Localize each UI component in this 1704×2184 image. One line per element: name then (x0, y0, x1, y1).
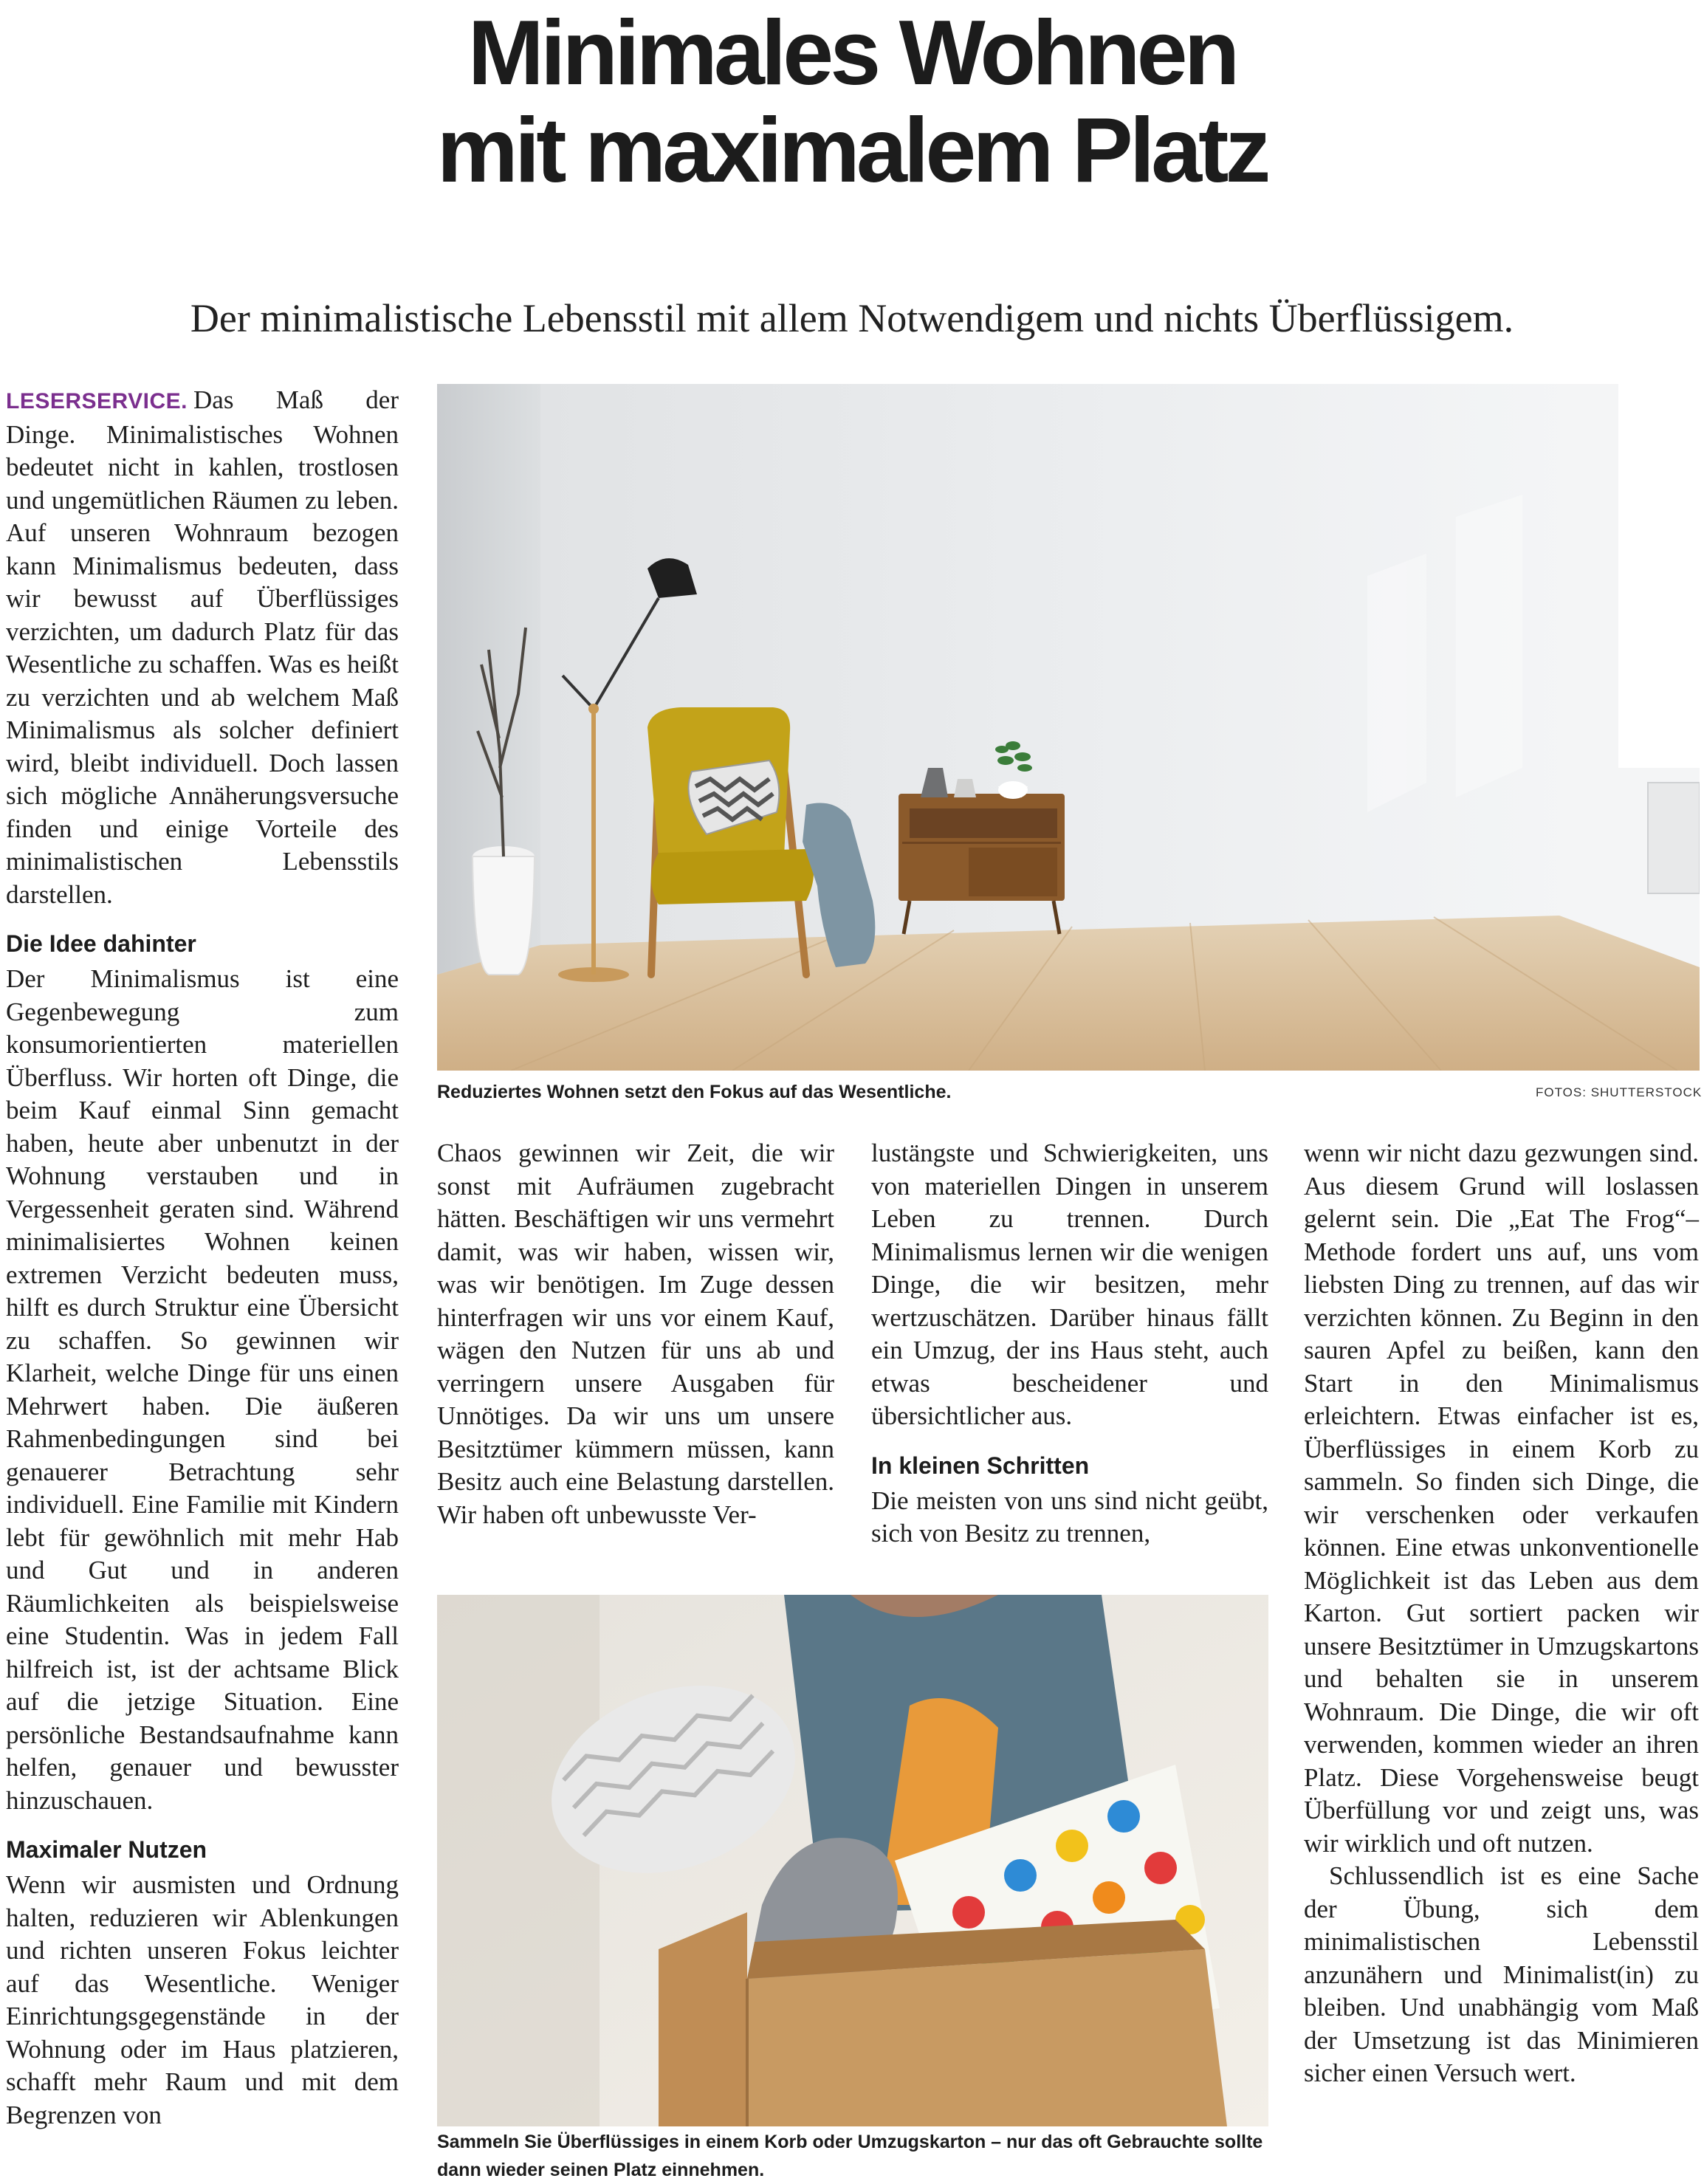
headline-line-1: Minimales Wohnen (467, 2, 1237, 104)
section-nutzen-text-b: lustängste und Schwierigkeiten, uns von materiellen Dingen in unserem Leben zu trennen. Durch Minimalismus lernen wir die wenigen Dinge, die wir besitzen, mehr wertzuschätzen. Darüber hinaus fällt ein Umzug, der ins Haus steht, auch etwas bescheidener und übersichtlicher aus. (871, 1139, 1268, 1430)
section-title-nutzen: Maximaler Nutzen (6, 1836, 207, 1863)
closing-paragraph: Schlussendlich ist es eine Sache der Übung, sich dem minimalistischen Lebensstil anzunähern und Minimalist(in) zu bleiben. Und unabhängig vom Maß der Umsetzung ist das Minimieren sicher einen Versuch wert. (1304, 1861, 1699, 2087)
photo-moving-box (437, 1595, 1268, 2126)
moving-box-illustration (437, 1595, 1268, 2126)
column-middle-b (871, 1137, 1268, 1551)
section-idee-text: Der Minimalismus ist eine Gegenbewegung zum konsumorientierten materiellen Überfluss. Wir horten oft Dinge, die beim Kauf einmal Sinn gemacht haben, heute aber unbenutzt in der Wohnung verstauben und in Vergessenheit geraten sind. Während minimalisiertes Wohnen keinen extremen Verzicht bedeuten muss, hilft es durch Struktur eine Übersicht zu schaffen. So gewinnen wir Klarheit, welche Dinge für uns einen Mehrwert haben. Die äußeren Rahmenbedingungen sind bei genauerer Betrachtung sehr individuell. Eine Familie mit Kindern lebt für gewöhnlich mit mehr Hab und Gut und in anderen Räumlichkeiten als beispielsweise eine Studentin. Was in jedem Fall hilfreich ist, ist der achtsame Blick auf die jetzige Situation. Eine persönliche Bestandsaufnahme kann helfen, genauer und bewusster hinzuschauen. (6, 964, 399, 1815)
kicker: LESERSERVICE. (6, 389, 188, 413)
subheadline: Der minimalistische Lebensstil mit allem Notwendigem und nichts Überflüssigem. (190, 296, 1514, 340)
section-schritte-text-b: Die meisten von uns sind nicht geübt, sich von Besitz zu trennen, (871, 1486, 1268, 1548)
column-middle-a (437, 1137, 834, 1531)
column-left (6, 384, 399, 2132)
living-room-illustration (437, 384, 1700, 1071)
section-title-idee: Die Idee dahinter (6, 930, 196, 957)
photo-living-room (437, 384, 1700, 1071)
section-nutzen-text-left: Wenn wir ausmisten und Ordnung halten, reduzieren wir Ablenkungen und richten unseren Fokus leichter auf das Wesentliche. Weniger Einrichtungsgegenstände in der Wohnung oder im Haus platzieren, schafft mehr Raum und mit dem Begrenzen von (6, 1870, 399, 2129)
column-right (1304, 1137, 1699, 2090)
intro-text: Das Maß der Dinge. Minimalistisches Wohnen bedeutet nicht in kahlen, trostlosen und ungemütlichen Räumen zu leben. Auf unseren Wohnraum bezogen kann Minimalismus bedeuten, dass wir bewusst auf Überflüssiges verzichten, um dadurch Platz für das Wesentliche zu schaffen. Was es heißt zu verzichten und ab welchem Maß Minimalismus als solcher definiert wird, bleibt individuell. Doch lassen sich mögliche Annäherungsversuche finden und einige Vorteile des minimalistischen Lebensstils darstellen. (6, 385, 399, 909)
section-nutzen-text-a: Chaos gewinnen wir Zeit, die wir sonst mit Aufräumen zugebracht hätten. Beschäftigen wir uns vermehrt damit, was wir haben, wissen wir, was wir benötigen. Im Zuge dessen hinterfragen wir uns vor einem Kauf, wägen den Nutzen für uns ab und verringern unsere Ausgaben für Unnötiges. Da wir uns um unsere Besitztümer kümmern müssen, kann Besitz auch eine Belastung darstellen. Wir haben oft unbewusste Ver- (437, 1139, 834, 1529)
section-schritte-text-c: wenn wir nicht dazu gezwungen sind. Aus diesem Grund will loslassen gelernt sein. Die „Eat The Frog“–Methode fordert uns auf, uns vom liebsten Ding zu trennen, auf das wir verzichten können. Zu Beginn in den sauren Apfel zu beißen, kann den Start in den Minimalismus erleichtern. Etwas einfacher ist es, Überflüssiges in einem Korb zu sammeln. So finden sich Dinge, die wir verschenken oder verkaufen können. Eine etwas unkonventionelle Möglichkeit ist das Leben aus dem Karton. Gut sortiert packen wir unsere Besitztümer in Umzugskartons und behalten sie in unserem Wohnraum. Die Dinge, die wir oft verwenden, kommen wieder an ihren Platz. Diese Vorgehensweise beugt Überfüllung vor und zeigt uns, was wir wirklich und oft nutzen. (1304, 1139, 1699, 1858)
section-title-schritte: In kleinen Schritten (871, 1452, 1090, 1479)
intro-paragraph (6, 384, 399, 911)
photo-credit: FOTOS: SHUTTERSTOCK (1536, 1085, 1703, 1099)
bottom-photo-caption: Sammeln Sie Überflüssiges in einem Korb oder Umzugskarton – nur das oft Gebrauchte sollte dann wieder seinen Platz einnehmen. (437, 2132, 1263, 2180)
headline (0, 2, 1704, 202)
headline-line-2: mit maximalem Platz (436, 100, 1268, 202)
top-photo-caption: Reduziertes Wohnen setzt den Fokus auf das Wesentliche. (437, 1082, 952, 1102)
